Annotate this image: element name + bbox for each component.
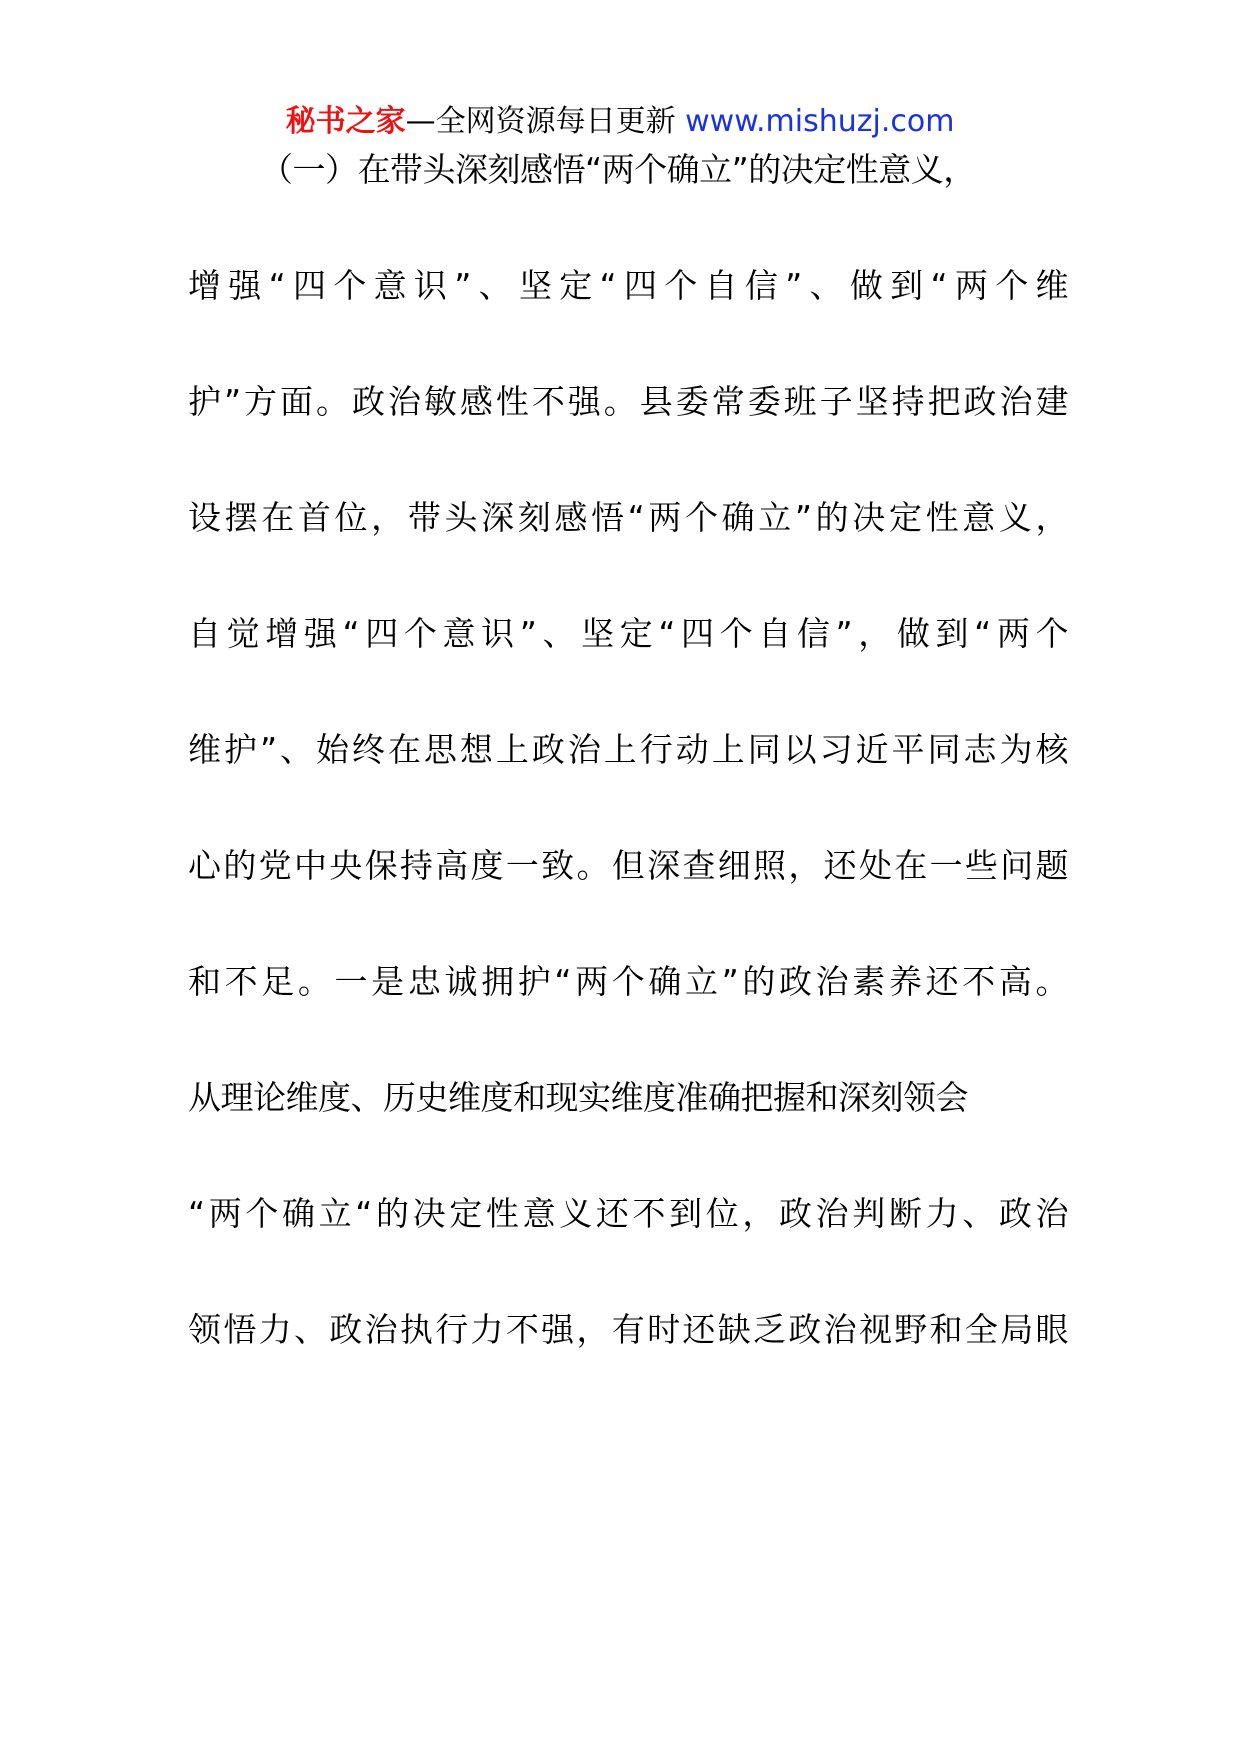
text-line: 设摆在首位，带头深刻感悟“两个确立”的决定性意义， xyxy=(188,498,1068,537)
text-line: 领悟力、政治执行力不强，有时还缺乏政治视野和全局眼 xyxy=(188,1310,1068,1349)
text-line: 和不足。一是忠诚拥护“两个确立”的政治素养还不高。 xyxy=(188,962,1068,1001)
text-line: 维护”、始终在思想上政治上行动上同以习近平同志为核 xyxy=(188,730,1068,769)
site-url: www.mishuzj.com xyxy=(685,104,955,139)
text-line: 护”方面。政治敏感性不强。县委常委班子坚持把政治建 xyxy=(188,382,1068,421)
text-line: （一）在带头深刻感悟“两个确立”的决定性意义， xyxy=(260,150,976,189)
text-line: 从理论维度、历史维度和现实维度准确把握和深刻领会 xyxy=(188,1078,968,1117)
brand-name: 秘书之家 xyxy=(285,104,406,139)
text-line: 心的党中央保持高度一致。但深查细照，还处在一些问题 xyxy=(188,846,1068,885)
text-line: “两个确立“的决定性意义还不到位，政治判断力、政治 xyxy=(188,1194,1068,1233)
watermark-header xyxy=(0,100,1240,144)
text-line: 增强“四个意识”、坚定“四个自信”、做到“两个维 xyxy=(188,266,1068,305)
header-tagline: —全网资源每日更新 xyxy=(405,104,686,139)
text-line: 自觉增强“四个意识”、坚定“四个自信”，做到“两个 xyxy=(188,614,1068,653)
